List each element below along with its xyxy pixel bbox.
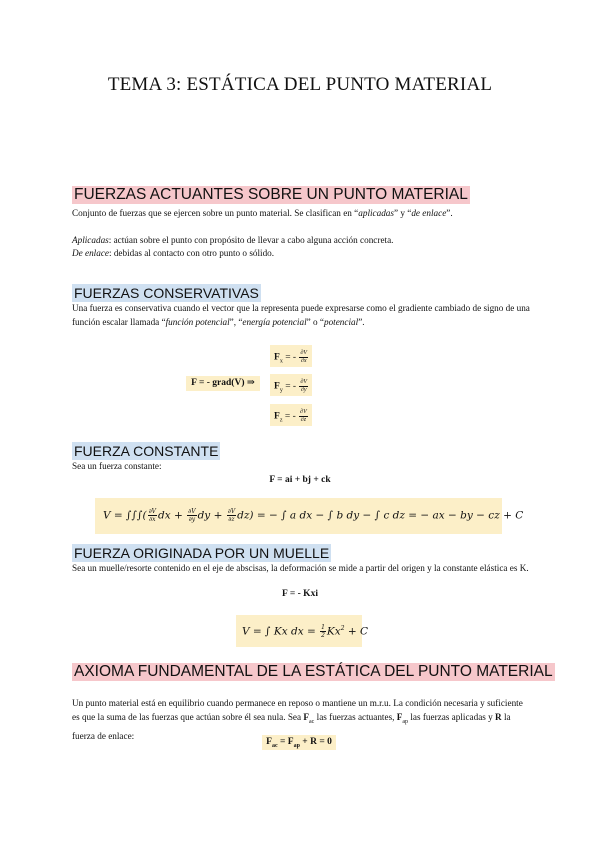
paragraph-fuerza-muelle: Sea un muelle/resorte contenido en el eje de abscisas, la deformación se mide a partir del origen y la constante elástica es K.: [72, 563, 529, 573]
denominator: ∂x: [149, 516, 156, 523]
math-text: + C: [344, 625, 369, 638]
text: : debidas al contacto con otro punto o sólido.: [108, 248, 275, 258]
text: ”, “: [229, 317, 243, 327]
heading-axioma-fundamental: AXIOMA FUNDAMENTAL DE LA ESTÁTICA DEL PUNTO MATERIAL: [74, 663, 553, 680]
heading-fuerzas-conservativas: FUERZAS CONSERVATIVAS: [74, 285, 259, 301]
equation-fx: [270, 345, 312, 367]
integral-spring: [242, 624, 368, 639]
integral-spring-box: [236, 615, 369, 647]
heading-fuerza-muelle: FUERZA ORIGINADA POR UN MUELLE: [74, 545, 330, 561]
text: ”.: [446, 208, 453, 218]
numerator: ∂V: [188, 508, 196, 515]
math-text: = F: [277, 737, 294, 747]
math-text: Kx: [326, 625, 341, 638]
math-text: dy +: [197, 509, 223, 522]
math-text: dx +: [158, 509, 183, 522]
fraction: [320, 624, 326, 639]
fraction: [227, 508, 236, 523]
numerator: 1: [321, 624, 325, 631]
symbol: F: [274, 381, 280, 392]
text-italic: aplicadas: [358, 208, 394, 218]
definition-aplicadas: [72, 233, 532, 247]
text: = -: [282, 411, 299, 422]
math-text: F: [266, 737, 272, 747]
subscript: ac: [309, 718, 315, 725]
denominator: ∂y: [188, 516, 196, 523]
math-text: ) = − ∫ a dx − ∫ b dy − ∫ c dz = − ax − by − cz + C: [249, 509, 524, 522]
text: Una fuerza es conservativa cuando el vector que la representa puede expresarse como el gradiente cambiado de signo de una función escalar llamada “: [72, 303, 530, 327]
equation-force-constant: F = ai + bj + ck: [269, 475, 331, 485]
term-aplicadas: Aplicadas: [72, 235, 109, 245]
denominator: ∂x: [300, 358, 307, 364]
text: ” o “: [306, 317, 324, 327]
text-italic: potencial: [323, 317, 359, 327]
paragraph-fuerzas-conservativas: [72, 301, 532, 329]
symbol: F: [396, 712, 403, 722]
gradient-equation: F = - grad(V) ⇒: [186, 376, 260, 391]
text: ” y “: [393, 208, 412, 218]
math-text: + R = 0: [299, 737, 332, 747]
symbol: R: [495, 712, 502, 722]
heading-fuerzas-actuantes: FUERZAS ACTUANTES SOBRE UN PUNTO MATERIAL: [74, 186, 468, 203]
fraction: [148, 508, 157, 523]
text: = -: [282, 381, 299, 392]
math-text: V = ∫∫∫(: [103, 509, 147, 522]
symbol: F: [303, 712, 310, 722]
numerator: ∂V: [300, 350, 308, 356]
subscript: ac: [271, 742, 278, 749]
denominator: ∂z: [300, 417, 307, 423]
text: = -: [282, 352, 299, 363]
fraction: [299, 350, 308, 365]
paragraph-fuerza-constante: Sea un fuerza constante:: [72, 461, 162, 471]
numerator: ∂V: [300, 409, 307, 415]
denominator: 2: [321, 632, 325, 639]
numerator: ∂V: [148, 508, 157, 515]
denominator: ∂y: [300, 387, 307, 393]
subscript: y: [279, 387, 283, 394]
term-de-enlace: De enlace: [72, 248, 109, 258]
text: las fuerzas actuantes,: [314, 712, 397, 722]
equation-fy: [270, 374, 312, 396]
text: ”.: [358, 317, 365, 327]
fraction: [299, 379, 308, 394]
symbol: F: [274, 352, 280, 363]
text-italic: de enlace: [411, 208, 447, 218]
subscript: ap: [293, 742, 300, 749]
subscript: ap: [402, 718, 409, 725]
integral-constant: [103, 508, 523, 523]
integral-constant-box: [95, 498, 524, 534]
subscript: x: [279, 358, 283, 365]
text: Un punto material está en equilibrio cuando permanece en reposo o mantiene un m.r.u. La condición necesaria y suficiente es que la suma de las fuerzas que actúan sobre él sea nula. Sea: [72, 698, 523, 722]
fraction: [299, 409, 308, 424]
text: las fuerzas aplicadas y: [408, 712, 496, 722]
paragraph-fuerzas-actuantes: [72, 206, 532, 220]
symbol: F: [274, 411, 280, 422]
fraction: [187, 508, 196, 523]
denominator: ∂z: [228, 516, 235, 523]
numerator: ∂V: [227, 508, 236, 515]
heading-fuerza-constante: FUERZA CONSTANTE: [74, 443, 219, 459]
superscript: 2: [340, 625, 345, 632]
text-italic: energía potencial: [242, 317, 307, 327]
numerator: ∂V: [300, 379, 308, 385]
equation-force-spring: F = - Kxi: [282, 589, 318, 599]
equation-fz: [270, 404, 312, 426]
text-italic: función potencial: [165, 317, 230, 327]
definition-de-enlace: [72, 246, 532, 260]
subscript: z: [279, 417, 283, 424]
equation-equilibrium: [262, 735, 336, 750]
text: Conjunto de fuerzas que se ejercen sobre un punto material. Se clasifican en “: [72, 208, 359, 218]
page-title: TEMA 3: ESTÁTICA DEL PUNTO MATERIAL: [107, 74, 493, 95]
text: la fuerza de enlace:: [72, 712, 511, 741]
text: : actúan sobre el punto con propósito de llevar a cabo alguna acción concreta.: [108, 235, 394, 245]
math-text: dz: [237, 509, 250, 522]
math-text: V = ∫ Kx dx =: [242, 625, 320, 638]
